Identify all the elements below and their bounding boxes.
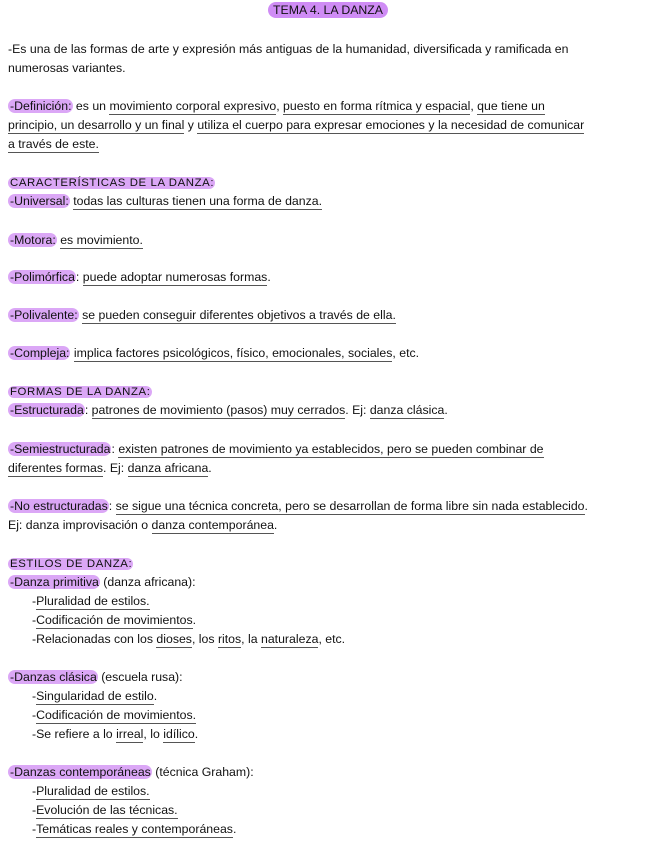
definition-label: -Definición:	[10, 99, 72, 113]
item-label: -No estructuradas	[10, 499, 108, 513]
style-title	[8, 573, 648, 592]
text: y	[184, 118, 198, 132]
characteristic-item	[8, 306, 648, 325]
style-subitem	[8, 630, 648, 649]
text: . Ej:	[345, 403, 370, 417]
text: .	[153, 689, 158, 703]
form-item-structured	[8, 401, 648, 420]
title-highlight: TEMA 4. LA DANZA	[268, 2, 388, 18]
underlined-text: irreal	[116, 727, 144, 741]
underlined-text: ritos	[217, 632, 242, 646]
intro-line: -Es una de las formas de arte y expresión más antiguas de la humanidad, diversificada y ramificada en	[8, 42, 569, 56]
underlined-text: naturaleza	[261, 632, 319, 646]
intro-paragraph	[8, 40, 648, 78]
underlined-text: danza contemporánea	[151, 518, 274, 532]
item-label: -Compleja:	[10, 346, 70, 360]
underlined-text: Singularidad de estilo	[36, 689, 154, 703]
definition-line	[8, 97, 648, 116]
text: -	[32, 803, 37, 817]
underlined-text: Evolución de las técnicas.	[36, 803, 178, 817]
style-title	[8, 668, 648, 687]
text: -	[32, 613, 37, 627]
underlined-text: Codificación de movimientos.	[36, 708, 197, 722]
style-subitem	[8, 687, 648, 706]
underlined-text: utiliza el cuerpo para expresar emociones y la necesidad de comunicar	[197, 118, 585, 132]
form-line	[8, 440, 648, 459]
underlined-text: que tiene un	[477, 99, 545, 113]
section-heading: CARACTERÍSTICAS DE LA DANZA:	[10, 177, 215, 189]
text: es un	[72, 99, 110, 113]
text: .	[273, 518, 278, 532]
text: :	[75, 270, 83, 284]
form-item-semistructured	[8, 440, 648, 478]
underlined-text: dioses	[156, 632, 192, 646]
underlined-text: a través de este.	[8, 137, 99, 151]
item-label: -Semiestructurada	[10, 442, 111, 456]
underlined-text: Pluralidad de estilos.	[36, 784, 150, 798]
underlined-text: principio, un desarrollo y un final	[8, 118, 185, 132]
characteristic-item	[8, 192, 648, 211]
style-subitem	[8, 801, 648, 820]
underlined-text: puesto en forma rítmica y espacial	[283, 99, 471, 113]
text: :	[108, 499, 116, 513]
style-subitem	[8, 725, 648, 744]
form-line	[8, 459, 648, 478]
underlined-text: Codificación de movimientos	[36, 613, 193, 627]
style-subitem	[8, 820, 648, 839]
item-label: -Estructurada	[10, 403, 84, 417]
style-contemporary	[8, 763, 648, 839]
style-classical	[8, 668, 648, 744]
text: (escuela rusa):	[97, 670, 183, 684]
forms-heading	[8, 382, 648, 402]
definition-line	[8, 135, 648, 154]
underlined-text: se sigue una técnica concreta, pero se desarrollan de forma libre sin nada establecido	[115, 499, 585, 513]
page-title	[0, 3, 656, 17]
style-subitem	[8, 706, 648, 725]
characteristic-item	[8, 268, 648, 287]
underlined-text: puede adoptar numerosas formas	[82, 270, 268, 284]
text: .	[194, 727, 199, 741]
text: , la	[241, 632, 261, 646]
section-heading: ESTILOS DE DANZA:	[10, 558, 133, 570]
text: -	[32, 594, 37, 608]
item-label: -Danza primitiva	[10, 575, 99, 589]
form-line	[8, 497, 648, 516]
text: -	[32, 822, 37, 836]
text: . Ej:	[103, 461, 128, 475]
text: :	[111, 442, 119, 456]
underlined-text: movimiento corporal expresivo	[109, 99, 277, 113]
text: Ej: danza improvisación o	[8, 518, 152, 532]
text: .	[267, 270, 271, 284]
text: .	[208, 461, 212, 475]
text: -Relacionadas con los	[32, 632, 157, 646]
item-label: -Polivalente:	[10, 308, 78, 322]
text: (danza africana):	[99, 575, 196, 589]
characteristics-heading	[8, 173, 648, 193]
item-label: -Polimórfica	[10, 270, 75, 284]
text: ,	[470, 99, 478, 113]
characteristic-item	[8, 231, 648, 250]
text: .	[232, 822, 237, 836]
underlined-text: Pluralidad de estilos.	[36, 594, 150, 608]
underlined-text: implica factores psicológicos, físico, emocionales, sociales	[73, 346, 393, 360]
form-item-unstructured	[8, 497, 648, 535]
text: -	[32, 689, 37, 703]
underlined-text: Temáticas reales y contemporáneas	[36, 822, 233, 836]
text: -Se refiere a lo	[32, 727, 117, 741]
text: , los	[191, 632, 218, 646]
characteristic-item	[8, 344, 648, 363]
underlined-text: diferentes formas	[8, 461, 104, 475]
underlined-text: patrones de movimiento (pasos) muy cerrados	[91, 403, 346, 417]
underlined-text: idílico	[163, 727, 195, 741]
text: .	[584, 499, 588, 513]
definition-line	[8, 116, 648, 135]
form-line	[8, 516, 648, 535]
definition-paragraph	[8, 97, 648, 154]
text: .	[444, 403, 448, 417]
item-label: -Universal:	[10, 194, 69, 208]
styles-heading	[8, 554, 648, 574]
style-subitem	[8, 611, 648, 630]
intro-line: numerosas variantes.	[8, 61, 126, 75]
underlined-text: se pueden conseguir diferentes objetivos a través de ella.	[82, 308, 396, 322]
text: ,	[276, 99, 284, 113]
text: .	[192, 613, 197, 627]
item-label: -Danzas contemporáneas	[10, 765, 151, 779]
underlined-text: danza africana	[127, 461, 209, 475]
text: , etc.	[318, 632, 346, 646]
text: :	[84, 403, 92, 417]
text: (técnica Graham):	[151, 765, 254, 779]
underlined-text: todas las culturas tienen una forma de danza.	[73, 194, 323, 208]
style-primitive	[8, 573, 648, 649]
text: , lo	[143, 727, 164, 741]
text: -	[32, 708, 37, 722]
underlined-text: es movimiento.	[60, 233, 143, 247]
section-heading: FORMAS DE LA DANZA:	[10, 386, 151, 398]
style-subitem	[8, 782, 648, 801]
style-title	[8, 763, 648, 782]
item-label: -Motora:	[10, 233, 56, 247]
underlined-text: existen patrones de movimiento ya establecidos, pero se pueden combinar de	[118, 442, 544, 456]
style-subitem	[8, 592, 648, 611]
text: , etc.	[392, 346, 420, 360]
text: -	[32, 784, 37, 798]
underlined-text: danza clásica	[369, 403, 445, 417]
item-label: -Danzas clásica	[10, 670, 97, 684]
